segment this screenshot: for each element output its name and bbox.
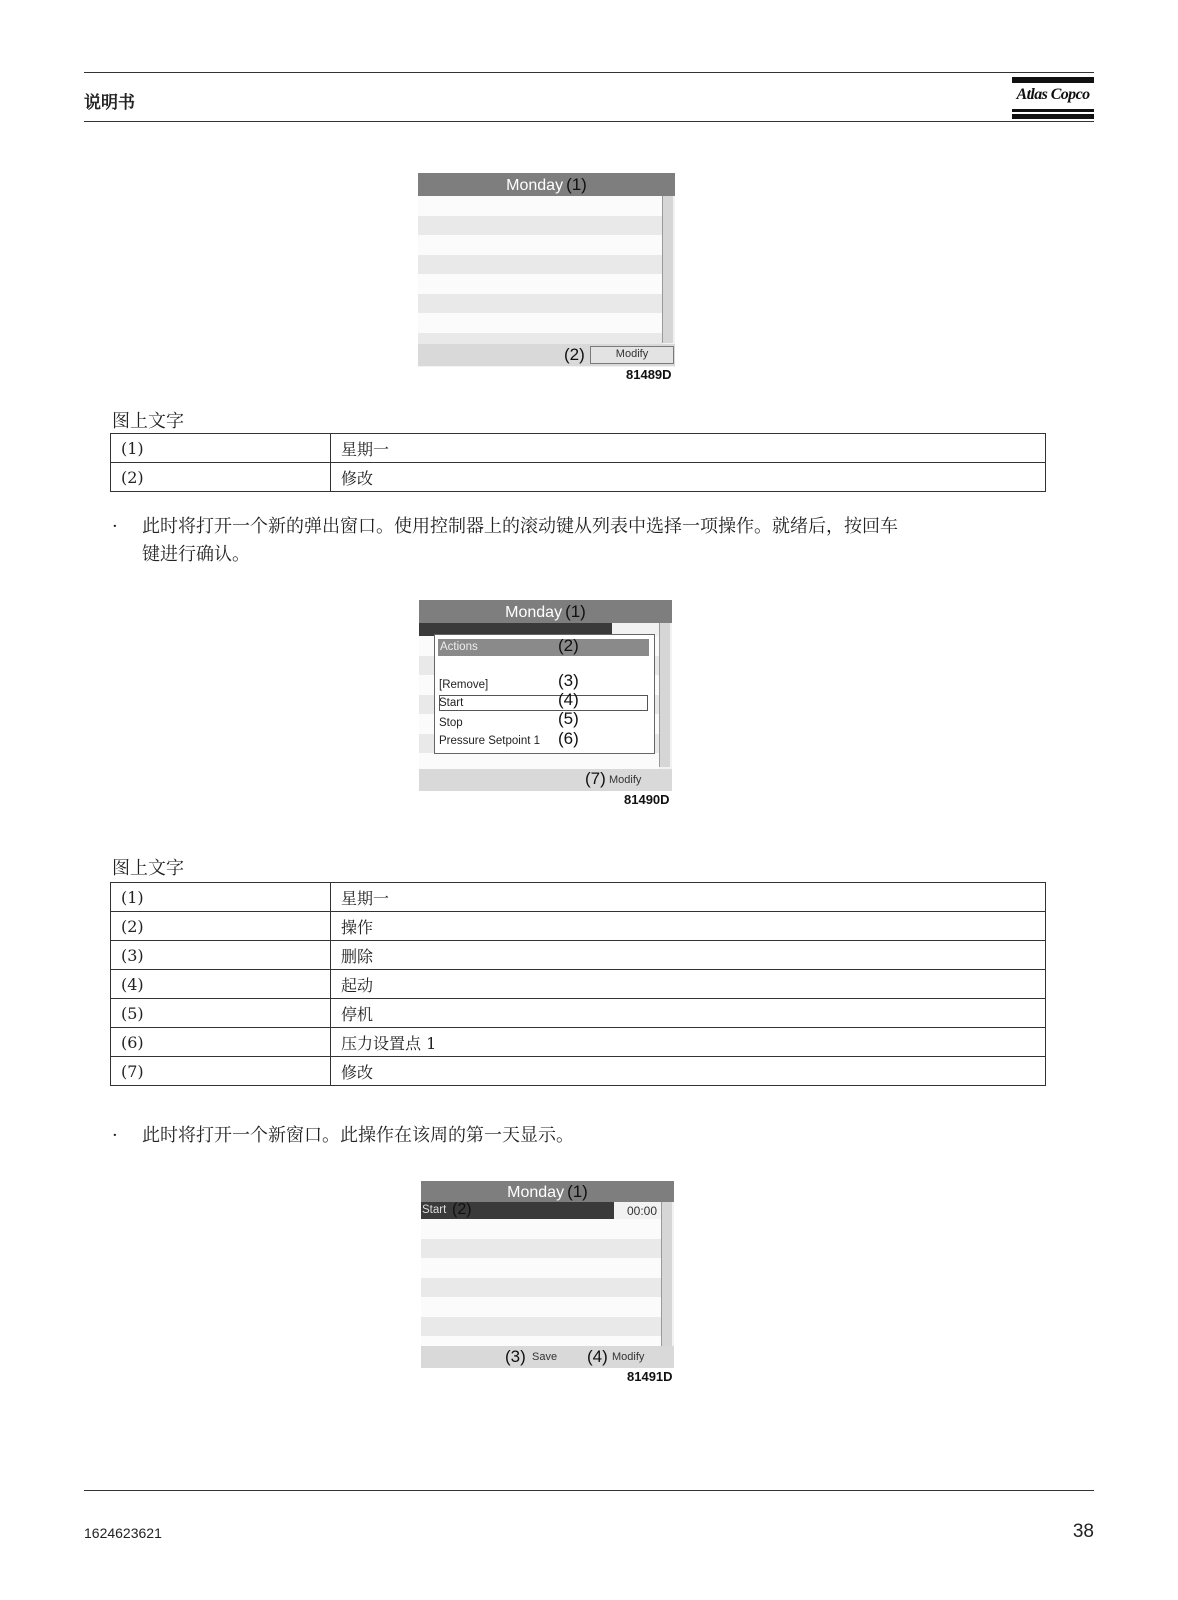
- figure2-scrollbar[interactable]: [659, 623, 670, 767]
- figure3-bottom-bar: [421, 1346, 674, 1368]
- figure1-row-list: [418, 196, 662, 352]
- bullet: ·: [112, 516, 118, 537]
- figure1-code: 81489D: [626, 367, 672, 382]
- table-cell-text: 停机: [331, 999, 1046, 1028]
- table-cell-num: (1): [111, 434, 331, 463]
- figure1-bottom-bar: [418, 344, 675, 366]
- paragraph-1-line-1: 此时将打开一个新的弹出窗口。使用控制器上的滚动键从列表中选择一项操作。就绪后，按回车: [142, 516, 898, 537]
- figure3-save-callout: (3): [505, 1347, 526, 1366]
- figure2-actions-callout: (2): [558, 636, 579, 655]
- table-row: [111, 1028, 1046, 1057]
- figure3-title-callout: (1): [567, 1182, 588, 1201]
- table-row: [111, 1057, 1046, 1086]
- table-cell-text: 操作: [331, 912, 1046, 941]
- figure2-item-pressure-setpoint-callout: (6): [558, 729, 579, 748]
- figure2-selection-box: [439, 695, 648, 711]
- figure2-modify-callout: (7): [585, 769, 606, 788]
- figure2-title: Monday: [505, 604, 563, 621]
- paragraph-1: [112, 513, 1072, 573]
- figure2-item-remove[interactable]: [Remove]: [439, 679, 489, 691]
- footer-rule: [84, 1490, 1094, 1491]
- figure3-save-button[interactable]: Save: [532, 1351, 558, 1363]
- figure1-modify-button[interactable]: Modify: [590, 346, 674, 364]
- footer-page-number: 38: [1072, 1521, 1094, 1542]
- figure3-row-callout: (2): [452, 1201, 472, 1218]
- paragraph-2: [112, 1122, 1072, 1152]
- table-row: [111, 941, 1046, 970]
- figure2-actions-popup: [434, 634, 655, 754]
- table-cell-num: (3): [111, 941, 331, 970]
- paragraph-2-line-1: 此时将打开一个新窗口。此操作在该周的第一天显示。: [142, 1125, 574, 1146]
- table-cell-text: 删除: [331, 941, 1046, 970]
- figure1-title: Monday: [506, 177, 564, 194]
- figure3-modify-button[interactable]: Modify: [612, 1351, 645, 1363]
- figure2-item-start[interactable]: Start: [439, 697, 464, 709]
- table-row: [111, 883, 1046, 912]
- table-cell-num: (2): [111, 463, 331, 492]
- table-row: [111, 999, 1046, 1028]
- table-cell-num: (2): [111, 912, 331, 941]
- figure3-screen: [421, 1181, 674, 1368]
- figure1-screen: [418, 173, 675, 367]
- figure1-modify-callout: (2): [564, 345, 585, 364]
- footer-doc-number: 1624623621: [84, 1525, 162, 1541]
- figure2-title-bar: [419, 600, 672, 623]
- figure3-scrollbar[interactable]: [661, 1202, 672, 1346]
- logo-text: Atlas Copco: [1016, 86, 1090, 103]
- figure3-selected-row[interactable]: [421, 1202, 614, 1219]
- figure2-modify-button[interactable]: Modify: [609, 774, 642, 786]
- header-bottom-rule: [84, 121, 1094, 122]
- figure1-title-callout: (1): [566, 175, 587, 194]
- table-cell-num: (1): [111, 883, 331, 912]
- figure2-item-remove-callout: (3): [558, 671, 579, 690]
- paragraph-1-line-2: 键进行确认。: [142, 544, 250, 565]
- figure2-item-stop[interactable]: Stop: [439, 717, 463, 729]
- figure3-modify-callout: (4): [587, 1347, 608, 1366]
- table-cell-num: (6): [111, 1028, 331, 1057]
- table-cell-num: (7): [111, 1057, 331, 1086]
- figure3-row-label: Start: [422, 1204, 447, 1216]
- figure1-scrollbar[interactable]: [662, 196, 673, 343]
- bullet: ·: [112, 1125, 118, 1146]
- caption1: 图上文字: [112, 411, 184, 432]
- figure2-title-callout: (1): [565, 602, 586, 621]
- figure2-code: 81490D: [624, 792, 670, 807]
- table-cell-text: 修改: [331, 463, 1046, 492]
- figure3-row-time: 00:00: [627, 1204, 658, 1218]
- table-row: [111, 970, 1046, 999]
- table-row: [111, 463, 1046, 492]
- table-cell-text: 压力设置点 1: [331, 1028, 1046, 1057]
- figure2-item-stop-callout: (5): [558, 709, 579, 728]
- caption2: 图上文字: [112, 858, 184, 879]
- header-top-rule: [84, 72, 1094, 73]
- figure3-title: Monday: [507, 1184, 565, 1201]
- table-cell-num: (5): [111, 999, 331, 1028]
- table-cell-text: 修改: [331, 1057, 1046, 1086]
- table-cell-num: (4): [111, 970, 331, 999]
- figure2-item-pressure-setpoint[interactable]: Pressure Setpoint 1: [439, 735, 541, 747]
- figure3-title-bar: [421, 1181, 674, 1202]
- table-row: [111, 912, 1046, 941]
- atlas-copco-logo: [1012, 77, 1094, 120]
- legend-table-2: [110, 882, 1046, 1086]
- header-title: 说明书: [84, 93, 135, 113]
- figure2-item-start-callout: (4): [558, 690, 579, 709]
- table-cell-text: 星期一: [331, 434, 1046, 463]
- table-cell-text: 起动: [331, 970, 1046, 999]
- figure1-title-bar: [418, 173, 675, 196]
- figure2-bottom-bar: [419, 769, 672, 791]
- legend-table-1: [110, 433, 1046, 492]
- figure3-row-list: [421, 1219, 661, 1356]
- figure2-actions-label: Actions: [440, 641, 478, 653]
- figure2-screen: [419, 600, 672, 791]
- figure3-code: 81491D: [627, 1369, 673, 1384]
- figure2-actions-header: [438, 639, 649, 656]
- table-row: [111, 434, 1046, 463]
- table-cell-text: 星期一: [331, 883, 1046, 912]
